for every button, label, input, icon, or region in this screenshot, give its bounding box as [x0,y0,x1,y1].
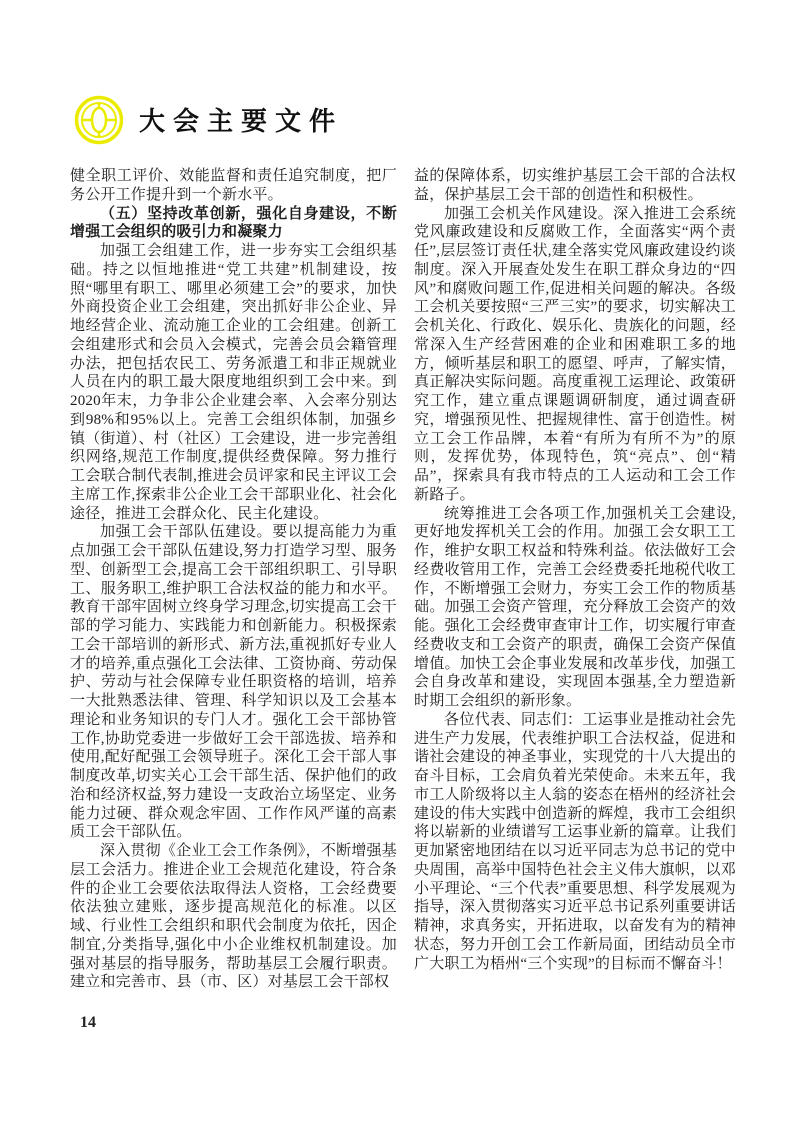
page-title: 大会主要文件 [139,107,344,136]
page-header [74,94,343,146]
section-heading: （五）坚持改革创新，强化自身建设，不断增强工会组织的吸引力和凝聚力 [70,205,397,241]
trade-union-emblem-icon [74,94,124,146]
body-paragraph: 健全职工评价、效能监督和责任追究制度，把厂务公开工作提升到一个新水平。 [70,168,397,203]
text-columns [70,167,736,992]
body-paragraph: 加强工会机关作风建设。深入推进工会系统党风廉政建设和反腐败工作，全面落实“两个责任”,层层签订责任状,建全落实党风廉政建设约谈制度。深入开展查处发生在职工群众身边的“四风”和腐败问题工作,促进相关问题的解决。各级工会机关要按照“三严三实”的要求，切实解决工会机关化、行政化、娱乐化、贵族化的问题，经常深入生产经营困难的企业和困难职工多的地方，倾听基层和职工的愿望、呼声，了解实情，真正解决实际问题。高度重视工运理论、政策研究工作，建立重点课题调研制度，通过调查研究，增强预见性、把握规律性、富于创造性。树立工会工作品牌，本着“有所为有所不为”的原则，发挥优势，体现特色，筑“亮点”、创“精品”，探索具有我市特点的工人运动和工会工作新路子。 [414,205,736,503]
right-column [414,167,736,992]
body-paragraph: 益的保障体系，切实维护基层工会干部的合法权益，保护基层工会干部的创造性和积极性。 [414,168,736,203]
body-paragraph: 加强工会组建工作，进一步夯实工会组织基础。持之以恒地推进“党工共建”机制建设，按照“哪里有职工、哪里必须建工会”的要求，加快外商投资企业工会组建，突出抓好非公企业、异地经营企业、流动施工企业的工会组建。创新工会组建形式和会员入会模式，完善会员会籍管理办法，把包括农民工、劳务派遣工和非正规就业人员在内的职工最大限度地组织到工会中来。到2020年末，力争非公企业建会率、入会率分别达到98%和95%以上。完善工会组织体制，加强乡镇（街道）、村（社区）工会建设，进一步完善组织网络,规范工作制度,提供经费保障。努力推行工会联合制代表制,推进会员评家和民主评议工会主席工作,探索非公企业工会干部职业化、社会化途径，推进工会群众化、民主化建设。 [70,243,397,522]
page-number: 14 [80,1014,96,1031]
body-paragraph: 各位代表、同志们：工运事业是推动社会先进生产力发展，代表维护职工合法权益，促进和谐社会建设的神圣事业，实现党的十八大提出的奋斗目标，工会肩负着光荣使命。未来五年，我市工人阶级将以主人翁的姿态在梧州的经济社会建设的伟大实践中创造新的辉煌，我市工会组织将以崭新的业绩谱写工运事业新的篇章。让我们更加紧密地团结在以习近平同志为总书记的党中央周围，高举中国特色社会主义伟大旗帜，以邓小平理论、“三个代表”重要思想、科学发展观为指导，深入贯彻落实习近平总书记系列重要讲话精神，求真务实，开拓进取，以奋发有为的精神状态，努力开创工会工作新局面，团结动员全市广大职工为梧州“三个实现”的目标而不懈奋斗！ [414,711,736,972]
left-column [70,167,397,992]
body-paragraph: 深入贯彻《企业工会工作条例》，不断增强基层工会活力。推进企业工会规范化建设，符合条件的企业工会要依法取得法人资格，工会经费要依法独立建账，逐步提高规范化的标准。以区域、行业性工会组织和职代会制度为依托，因企制宜,分类指导,强化中小企业维权机制建设。加强对基层的指导服务，帮助基层工会履行职责。建立和完善市、县（市、区）对基层工会干部权 [70,843,397,991]
body-paragraph: 加强工会干部队伍建设。要以提高能力为重点加强工会干部队伍建设,努力打造学习型、服务型、创新型工会,提高工会干部组织职工、引导职工、服务职工,维护职工合法权益的能力和水平。教育干部牢固树立终身学习理念,切实提高工会干部的学习能力、实践能力和创新能力。积极探索工会干部培训的新形式、新方法,重视抓好专业人才的培养,重点强化工会法律、工资协商、劳动保护、劳动与社会保障专业任职资格的培训，培养一大批熟悉法律、管理、科学知识以及工会基本理论和业务知识的专门人才。强化工会干部协管工作,协助党委进一步做好工会干部选拔、培养和使用,配好配强工会领导班子。深化工会干部人事制度改革,切实关心工会干部生活、保护他们的政治和经济权益,努力建设一支政治立场坚定、业务能力过硬、群众观念牢固、工作作风严谨的高素质工会干部队伍。 [70,524,397,841]
body-paragraph: 统筹推进工会各项工作,加强机关工会建设,更好地发挥机关工会的作用。加强工会女职工工作，维护女职工权益和特殊利益。依法做好工会经费收管用工作，完善工会经费委托地税代收工作，不断增强工会财力，夯实工会工作的物质基础。加强工会资产管理，充分释放工会资产的效能。强化工会经费审查审计工作，切实履行审查经费收支和工会资产的职责，确保工会资产保值增值。加快工会企事业发展和改革步伐，加强工会自身改革和建设，实现固本强基,全力塑造新时期工会组织的新形象。 [414,505,736,709]
